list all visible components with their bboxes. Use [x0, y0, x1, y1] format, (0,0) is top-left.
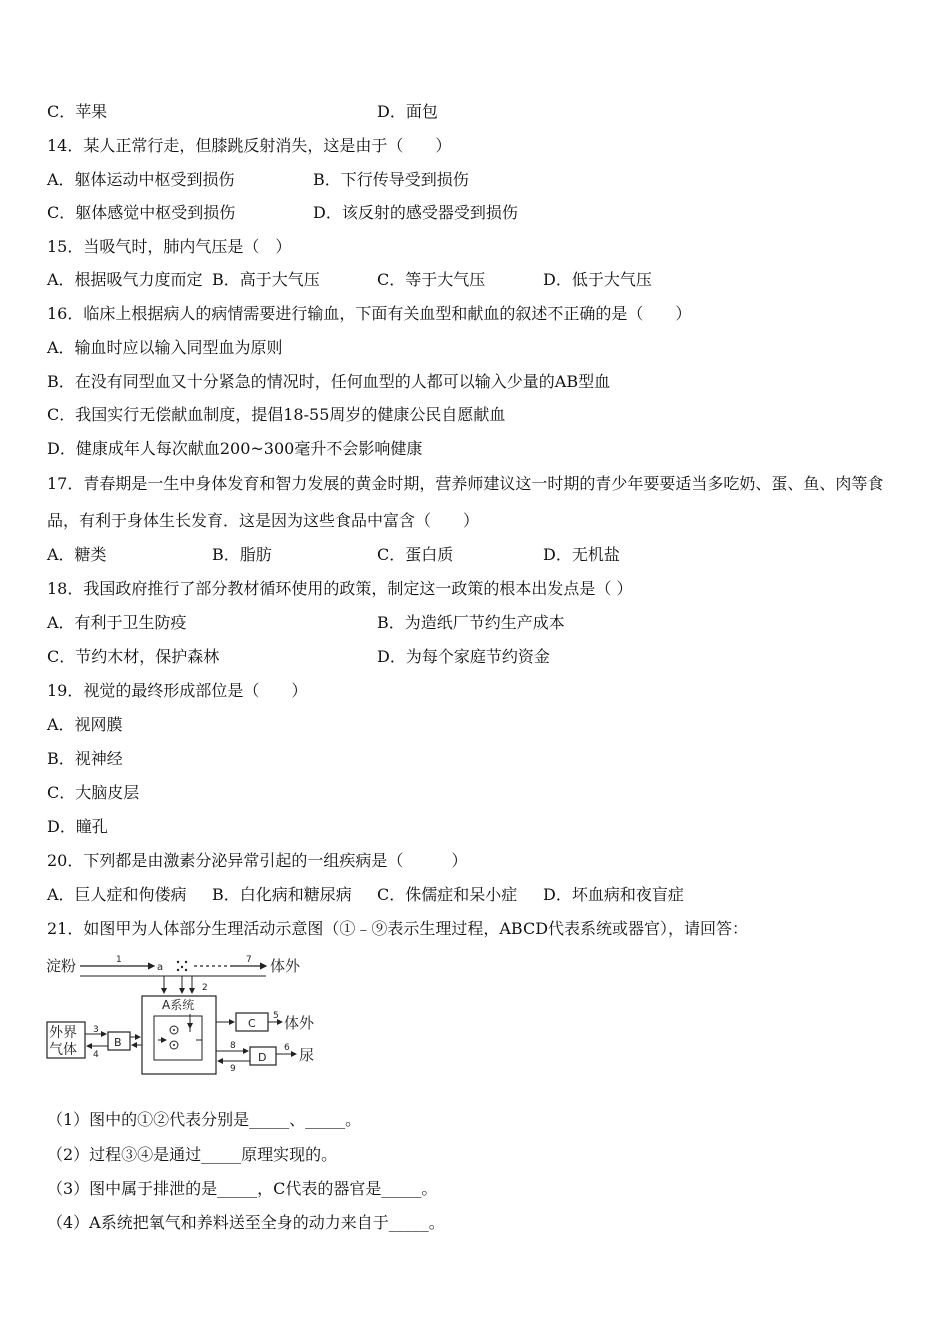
q14-option-c: C．躯体感觉中枢受到损伤 [47, 203, 236, 222]
diagram-num-6: 6 [284, 1043, 290, 1053]
q18-stem: 18．我国政府推行了部分教材循环使用的政策，制定这一政策的根本出发点是（ ） [47, 579, 633, 598]
diagram-out-label-2: 体外 [284, 1014, 315, 1032]
q17-option-d: D．无机盐 [543, 545, 620, 564]
diagram-num-7: 7 [246, 955, 252, 965]
q20-option-c: C．侏儒症和呆小症 [377, 885, 518, 904]
diagram-starch-label: 淀粉 [46, 957, 77, 975]
diagram-num-5: 5 [273, 1011, 279, 1021]
q18-option-b: B．为造纸厂节约生产成本 [377, 613, 565, 632]
diagram-num-8: 8 [230, 1041, 236, 1051]
q15-option-d: D．低于大气压 [543, 270, 652, 289]
q19-option-c: C．大脑皮层 [47, 783, 140, 802]
q14-stem: 14．某人正常行走，但膝跳反射消失，这是由于（ ） [47, 136, 452, 155]
q16-option-a: A．输血时应以输入同型血为原则 [47, 338, 283, 357]
diagram-box-c: C [248, 1017, 256, 1030]
q18-option-a: A．有利于卫生防疫 [47, 613, 187, 632]
q15-option-a: A．根据吸气力度而定 [47, 270, 203, 289]
diagram-system-a: A系统 [162, 998, 195, 1012]
q17-stem-line1: 17．青春期是一生中身体发育和智力发展的黄金时期，营养师建议这一时期的青少年要要适当多吃奶、蛋、鱼、肉等食 [47, 474, 884, 493]
q13-option-d: D．面包 [377, 102, 438, 121]
q15-option-b: B．高于大气压 [212, 270, 320, 289]
q17-option-a: A．糖类 [47, 545, 107, 564]
q19-option-d: D．瞳孔 [47, 817, 108, 836]
q21-stem: 21．如图甲为人体部分生理活动示意图（①﹣⑨表示生理过程，ABCD代表系统或器官），请回答： [47, 919, 749, 938]
q21-sub4: （4）A系统把氧气和养料送至全身的动力来自于_____。 [47, 1213, 445, 1232]
q19-stem: 19．视觉的最终形成部位是（ ） [47, 681, 308, 700]
q15-stem: 15．当吸气时，肺内气压是（ ） [47, 237, 292, 256]
q15-option-c: C．等于大气压 [377, 270, 486, 289]
q13-option-c: C．苹果 [47, 102, 108, 121]
q19-option-a: A．视网膜 [47, 715, 123, 734]
diagram-air-label-1: 外界 [49, 1025, 77, 1041]
q20-option-a: A．巨人症和佝偻病 [47, 885, 187, 904]
q17-option-b: B．脂肪 [212, 545, 272, 564]
diagram-out-label-1: 体外 [270, 957, 301, 975]
diagram-air-label-2: 气体 [49, 1042, 77, 1058]
q20-option-d: D．坏血病和夜盲症 [543, 885, 684, 904]
diagram-box-d: D [258, 1051, 267, 1064]
physiology-diagram [44, 950, 344, 1080]
q16-stem: 16．临床上根据病人的病情需要进行输血，下面有关血型和献血的叙述不正确的是（ ） [47, 304, 692, 323]
q20-option-b: B．白化病和糖尿病 [212, 885, 352, 904]
q20-stem: 20．下列都是由激素分泌异常引起的一组疾病是（ ） [47, 851, 468, 870]
diagram-num-4: 4 [93, 1050, 99, 1060]
q16-option-b: B．在没有同型血又十分紧急的情况时，任何血型的人都可以输入少量的AB型血 [47, 372, 611, 391]
q16-option-c: C．我国实行无偿献血制度，提倡18-55周岁的健康公民自愿献血 [47, 405, 506, 424]
diagram-num-9: 9 [230, 1064, 236, 1074]
q19-option-b: B．视神经 [47, 749, 123, 768]
diagram-box-b: B [114, 1036, 122, 1049]
q14-option-d: D．该反射的感受器受到损伤 [313, 203, 518, 222]
diagram-small-a: a [157, 962, 164, 973]
q21-sub2: （2）过程③④是通过_____原理实现的。 [47, 1145, 338, 1164]
diagram-num-3: 3 [93, 1025, 99, 1035]
q18-option-c: C．节约木材，保护森林 [47, 647, 220, 666]
diagram-urine-label: 尿 [299, 1046, 315, 1064]
q14-option-a: A．躯体运动中枢受到损伤 [47, 170, 235, 189]
q21-sub3: （3）图中属于排泄的是_____，C代表的器官是_____。 [47, 1179, 438, 1198]
q17-stem-line2: 品，有利于身体生长发育．这是因为这些食品中富含（ ） [47, 511, 480, 530]
q16-option-d: D．健康成年人每次献血200~300毫升不会影响健康 [47, 439, 423, 458]
diagram-num-2: 2 [202, 983, 208, 993]
q18-option-d: D．为每个家庭节约资金 [377, 647, 550, 666]
q14-option-b: B．下行传导受到损伤 [313, 170, 469, 189]
q21-sub1: （1）图中的①②代表分别是_____、_____。 [47, 1110, 362, 1129]
q17-option-c: C．蛋白质 [377, 545, 454, 564]
diagram-num-1: 1 [116, 955, 122, 965]
